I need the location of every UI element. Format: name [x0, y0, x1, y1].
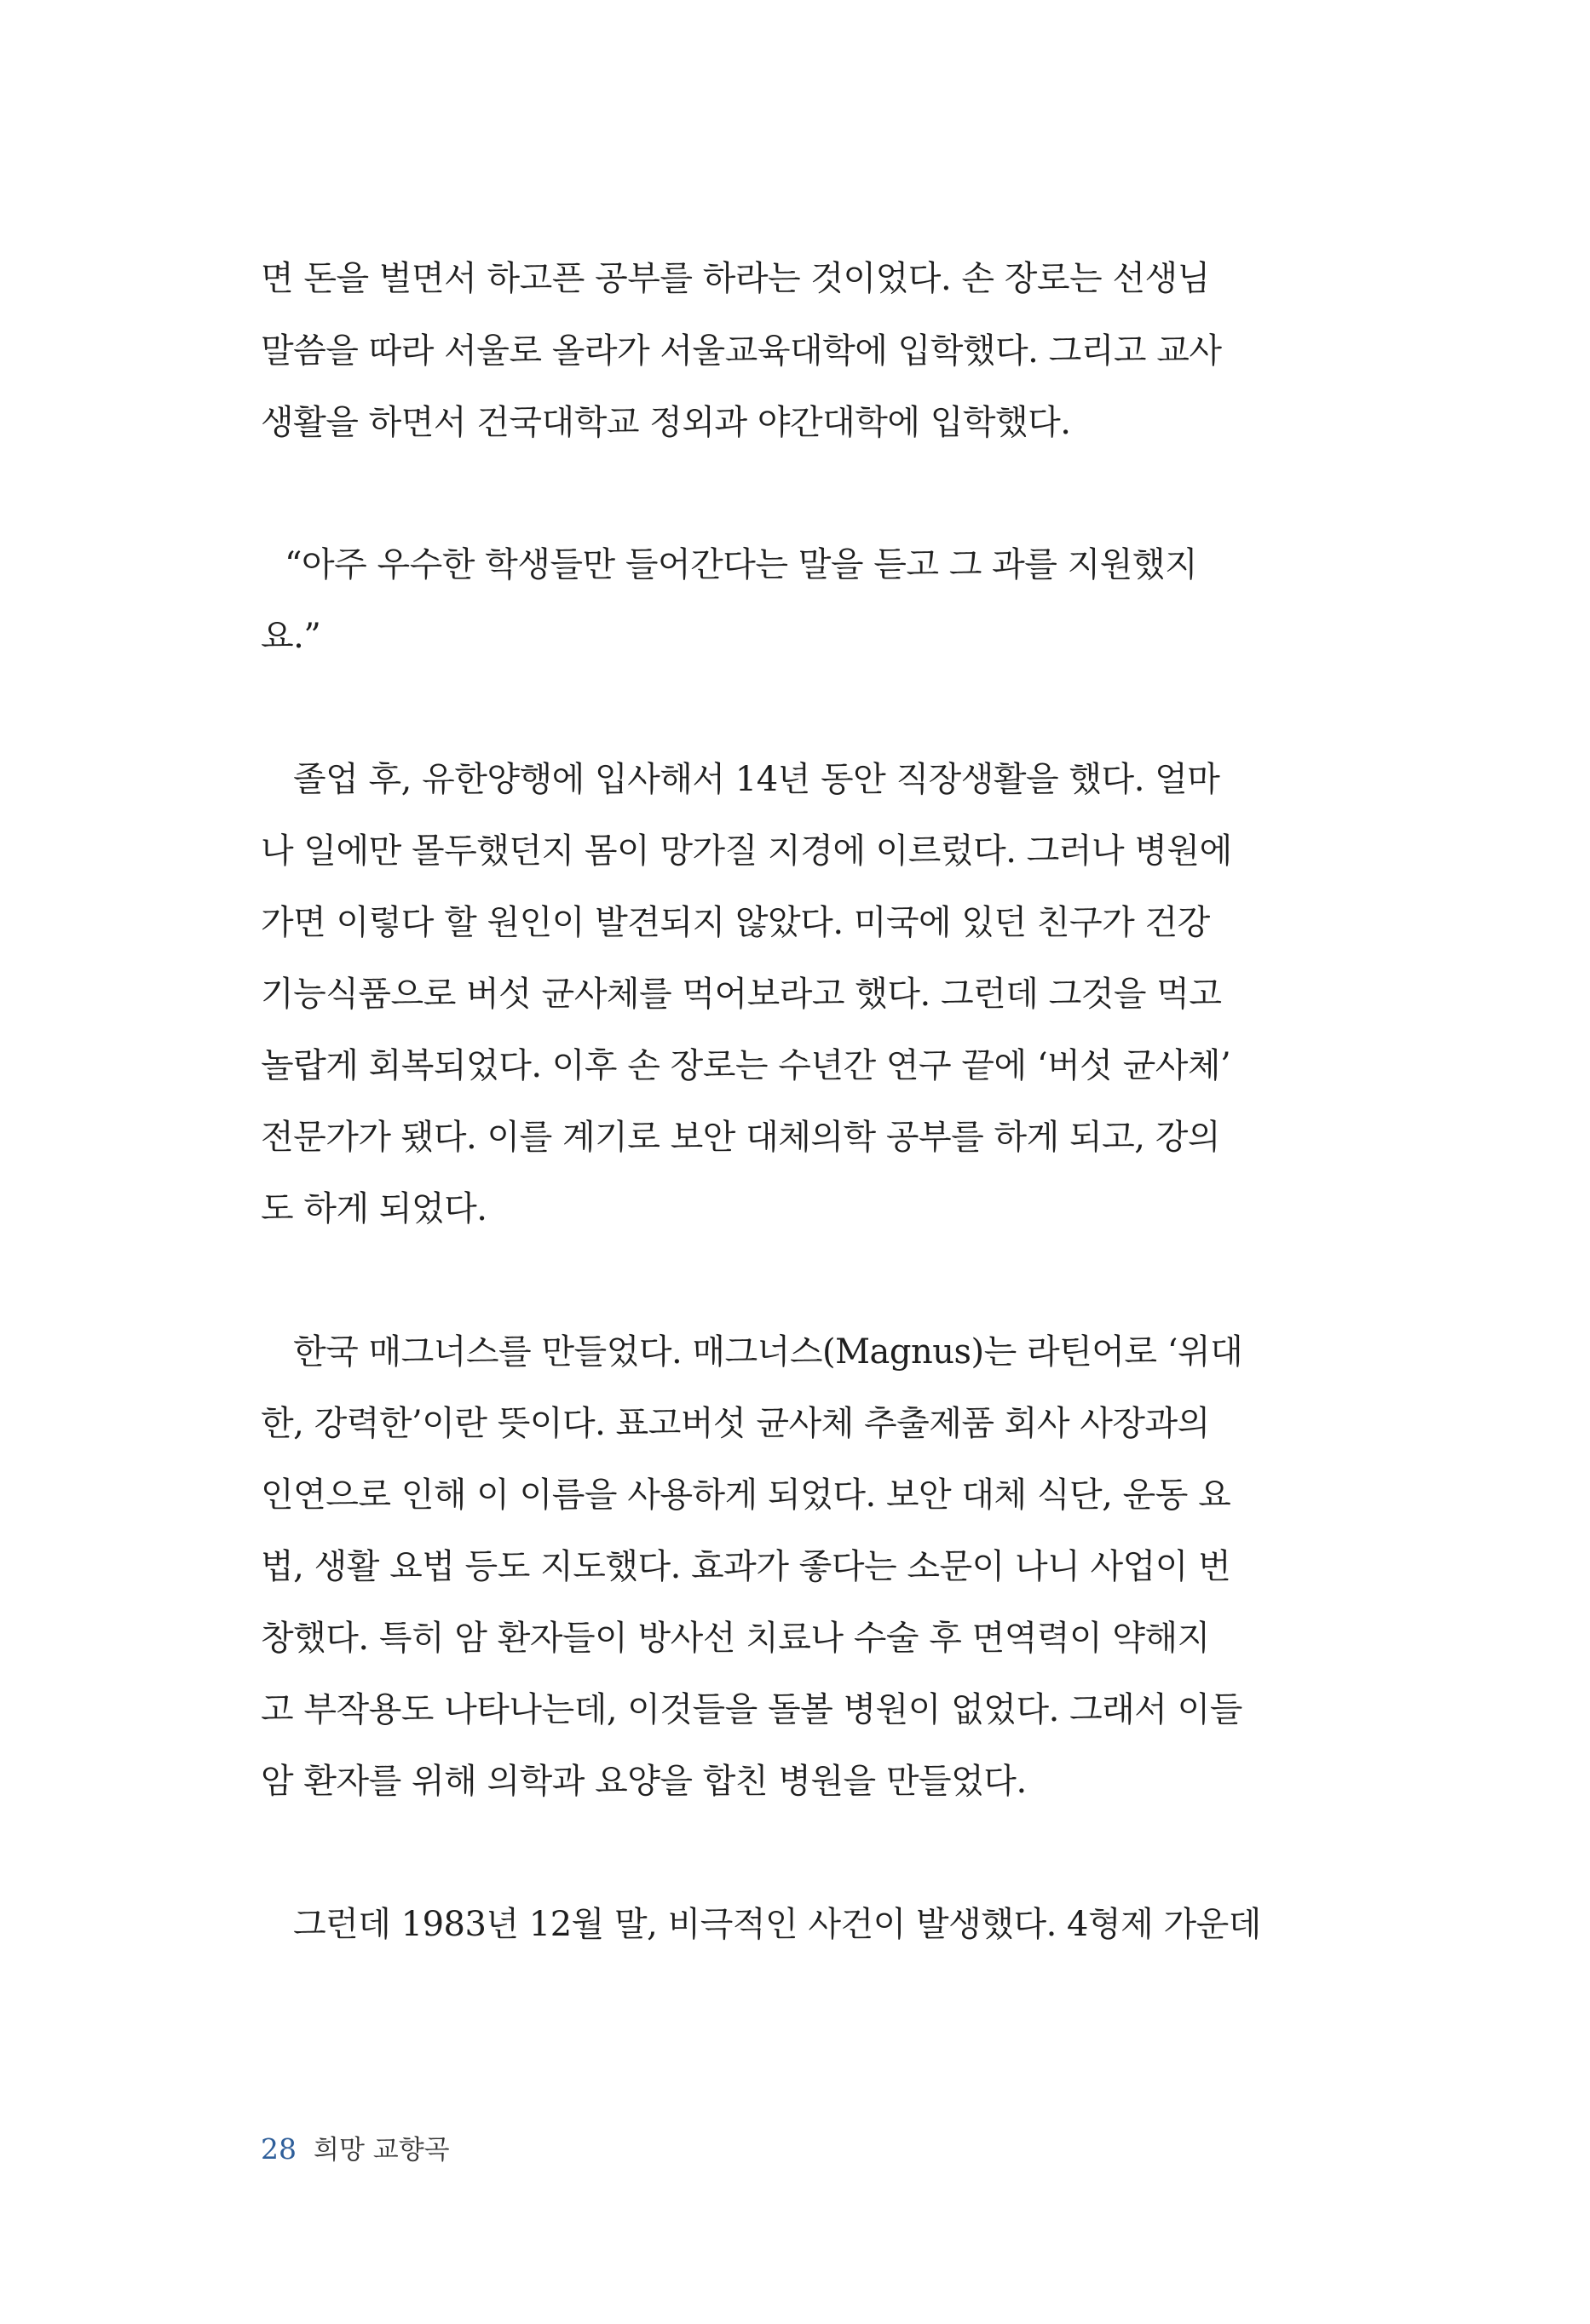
body-line-16: 법, 생활 요법 등도 지도했다. 효과가 좋다는 소문이 나니 사업이 번	[261, 1547, 1231, 1586]
body-line-8: 가면 이렇다 할 원인이 발견되지 않았다. 미국에 있던 친구가 건강	[261, 903, 1210, 942]
body-line-15: 인연으로 인해 이 이름을 사용하게 되었다. 보안 대체 식단, 운동 요	[261, 1476, 1231, 1515]
page-footer	[261, 2131, 450, 2169]
page-number: 28	[261, 2132, 297, 2166]
body-line-17: 창했다. 특히 암 환자들이 방사선 치료나 수술 후 면역력이 약해지	[261, 1619, 1210, 1658]
body-line-12: 도 하게 되었다.	[261, 1189, 487, 1228]
body-line-19: 암 환자를 위해 의학과 요양을 합친 병원을 만들었다.	[261, 1762, 1027, 1801]
body-line-18: 고 부작용도 나타나는데, 이것들을 돌볼 병원이 없었다. 그래서 이들	[261, 1690, 1242, 1729]
body-line-13: 한국 매그너스를 만들었다. 매그너스(Magnus)는 라틴어로 ‘위대	[293, 1332, 1243, 1372]
running-title: 희망 교향곡	[314, 2135, 450, 2166]
body-line-10: 놀랍게 회복되었다. 이후 손 장로는 수년간 연구 끝에 ‘버섯 균사체’	[261, 1046, 1231, 1085]
body-line-20: 그런데 1983년 12월 말, 비극적인 사건이 발생했다. 4형제 가운데	[293, 1905, 1261, 1944]
body-line-6: 졸업 후, 유한양행에 입사해서 14년 동안 직장생활을 했다. 얼마	[293, 760, 1220, 799]
body-line-9: 기능식품으로 버섯 균사체를 먹어보라고 했다. 그런데 그것을 먹고	[261, 975, 1222, 1014]
body-line-2: 말씀을 따라 서울로 올라가 서울교육대학에 입학했다. 그리고 교사	[261, 331, 1222, 371]
body-line-3: 생활을 하면서 건국대학교 정외과 야간대학에 입학했다.	[261, 403, 1071, 442]
body-line-14: 한, 강력한’이란 뜻이다. 표고버섯 균사체 추출제품 회사 사장과의	[261, 1404, 1210, 1443]
body-line-5: 요.”	[261, 617, 321, 656]
body-line-7: 나 일에만 몰두했던지 몸이 망가질 지경에 이르렀다. 그러나 병원에	[261, 831, 1232, 871]
body-line-4: “아주 우수한 학생들만 들어간다는 말을 듣고 그 과를 지원했지	[285, 545, 1198, 584]
body-line-1: 면 돈을 벌면서 하고픈 공부를 하라는 것이었다. 손 장로는 선생님	[261, 259, 1210, 298]
body-line-11: 전문가가 됐다. 이를 계기로 보안 대체의학 공부를 하게 되고, 강의	[261, 1118, 1221, 1157]
